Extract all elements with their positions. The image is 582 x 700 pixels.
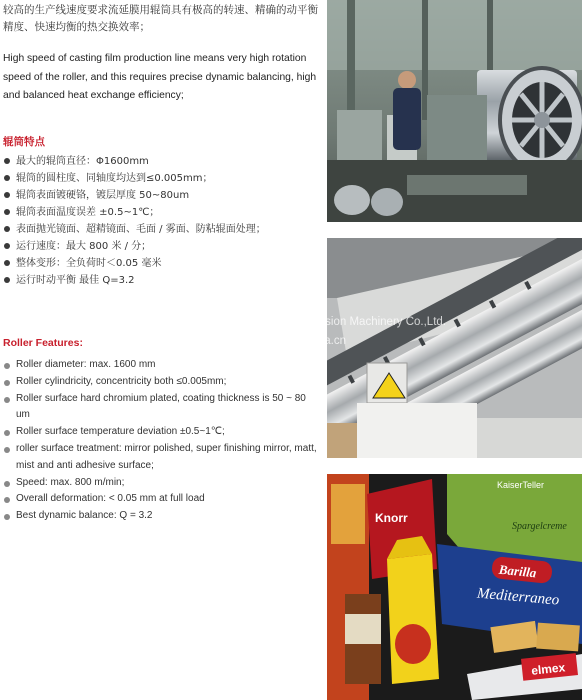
- list-item: Roller cylindricity, concentricity both ≤0.005mm;: [3, 374, 321, 391]
- kaiserteller-label: KaiserTeller: [497, 480, 545, 490]
- list-item: 辊筒表面镀硬铬，镀层厚度 50~80um: [3, 187, 321, 204]
- list-item: 最大的辊筒直径：Φ1600mm: [3, 153, 321, 170]
- list-item: Roller surface temperature deviation ±0.5~1℃;: [3, 424, 321, 441]
- knorr-label: Knorr: [375, 511, 408, 525]
- list-item: Best dynamic balance: Q = 3.2: [3, 508, 321, 525]
- barilla-label: Barilla: [498, 561, 538, 581]
- list-item: 表面抛光镜面、超精镜面、毛面 / 雾面、防粘辊面处理；: [3, 221, 321, 238]
- list-item: 整体变形：全负荷时＜0.05 毫米: [3, 255, 321, 272]
- list-item: Speed: max. 800 m/min;: [3, 475, 321, 492]
- roller-machine-photo: [327, 238, 582, 458]
- features-list-en: [3, 357, 321, 525]
- features-heading-en: Roller Features:: [3, 337, 83, 349]
- intro-chinese: 较高的生产线速度要求流延膜用辊筒具有极高的转速、精确的动平衡精度、快速均衡的热交换效率；: [3, 4, 318, 33]
- list-item: roller surface treatment: mirror polished, super finishing mirror, matt, mist and anti adhesive surface;: [3, 441, 321, 475]
- watermark-url: https://jwell1688.en.china.cn: [201, 335, 346, 347]
- elmex-label: elmex: [530, 660, 566, 678]
- list-item: Roller diameter: max. 1600 mm: [3, 357, 321, 374]
- intro-english: High speed of casting film production line means very high rotation speed of the roller, and this requires precise dynamic balancing, high and balanced heat exchange efficiency;: [3, 53, 317, 101]
- features-heading-cn: 辊筒特点: [3, 136, 45, 148]
- mediterraneo-label: Mediterraneo: [476, 585, 560, 609]
- watermark-company: Suzhou Jwell Precision Machinery Co.,Ltd.: [228, 316, 446, 328]
- list-item: 运行速度：最大 800 米 / 分；: [3, 238, 321, 255]
- food-packaging-photo: [327, 474, 582, 700]
- list-item: Roller surface hard chromium plated, coating thickness is 50 ~ 80 um: [3, 391, 321, 425]
- list-item: 辊筒表面温度误差 ±0.5~1℃；: [3, 204, 321, 221]
- features-list-cn: [3, 153, 321, 289]
- spargel-label: Spargelcreme: [512, 521, 567, 532]
- list-item: 运行时动平衡 最佳 Q=3.2: [3, 272, 321, 289]
- roller-lathe-photo: [327, 0, 582, 222]
- list-item: 辊筒的圆柱度、同轴度均达到≤0.005mm；: [3, 170, 321, 187]
- list-item: Overall deformation: < 0.05 mm at full load: [3, 491, 321, 508]
